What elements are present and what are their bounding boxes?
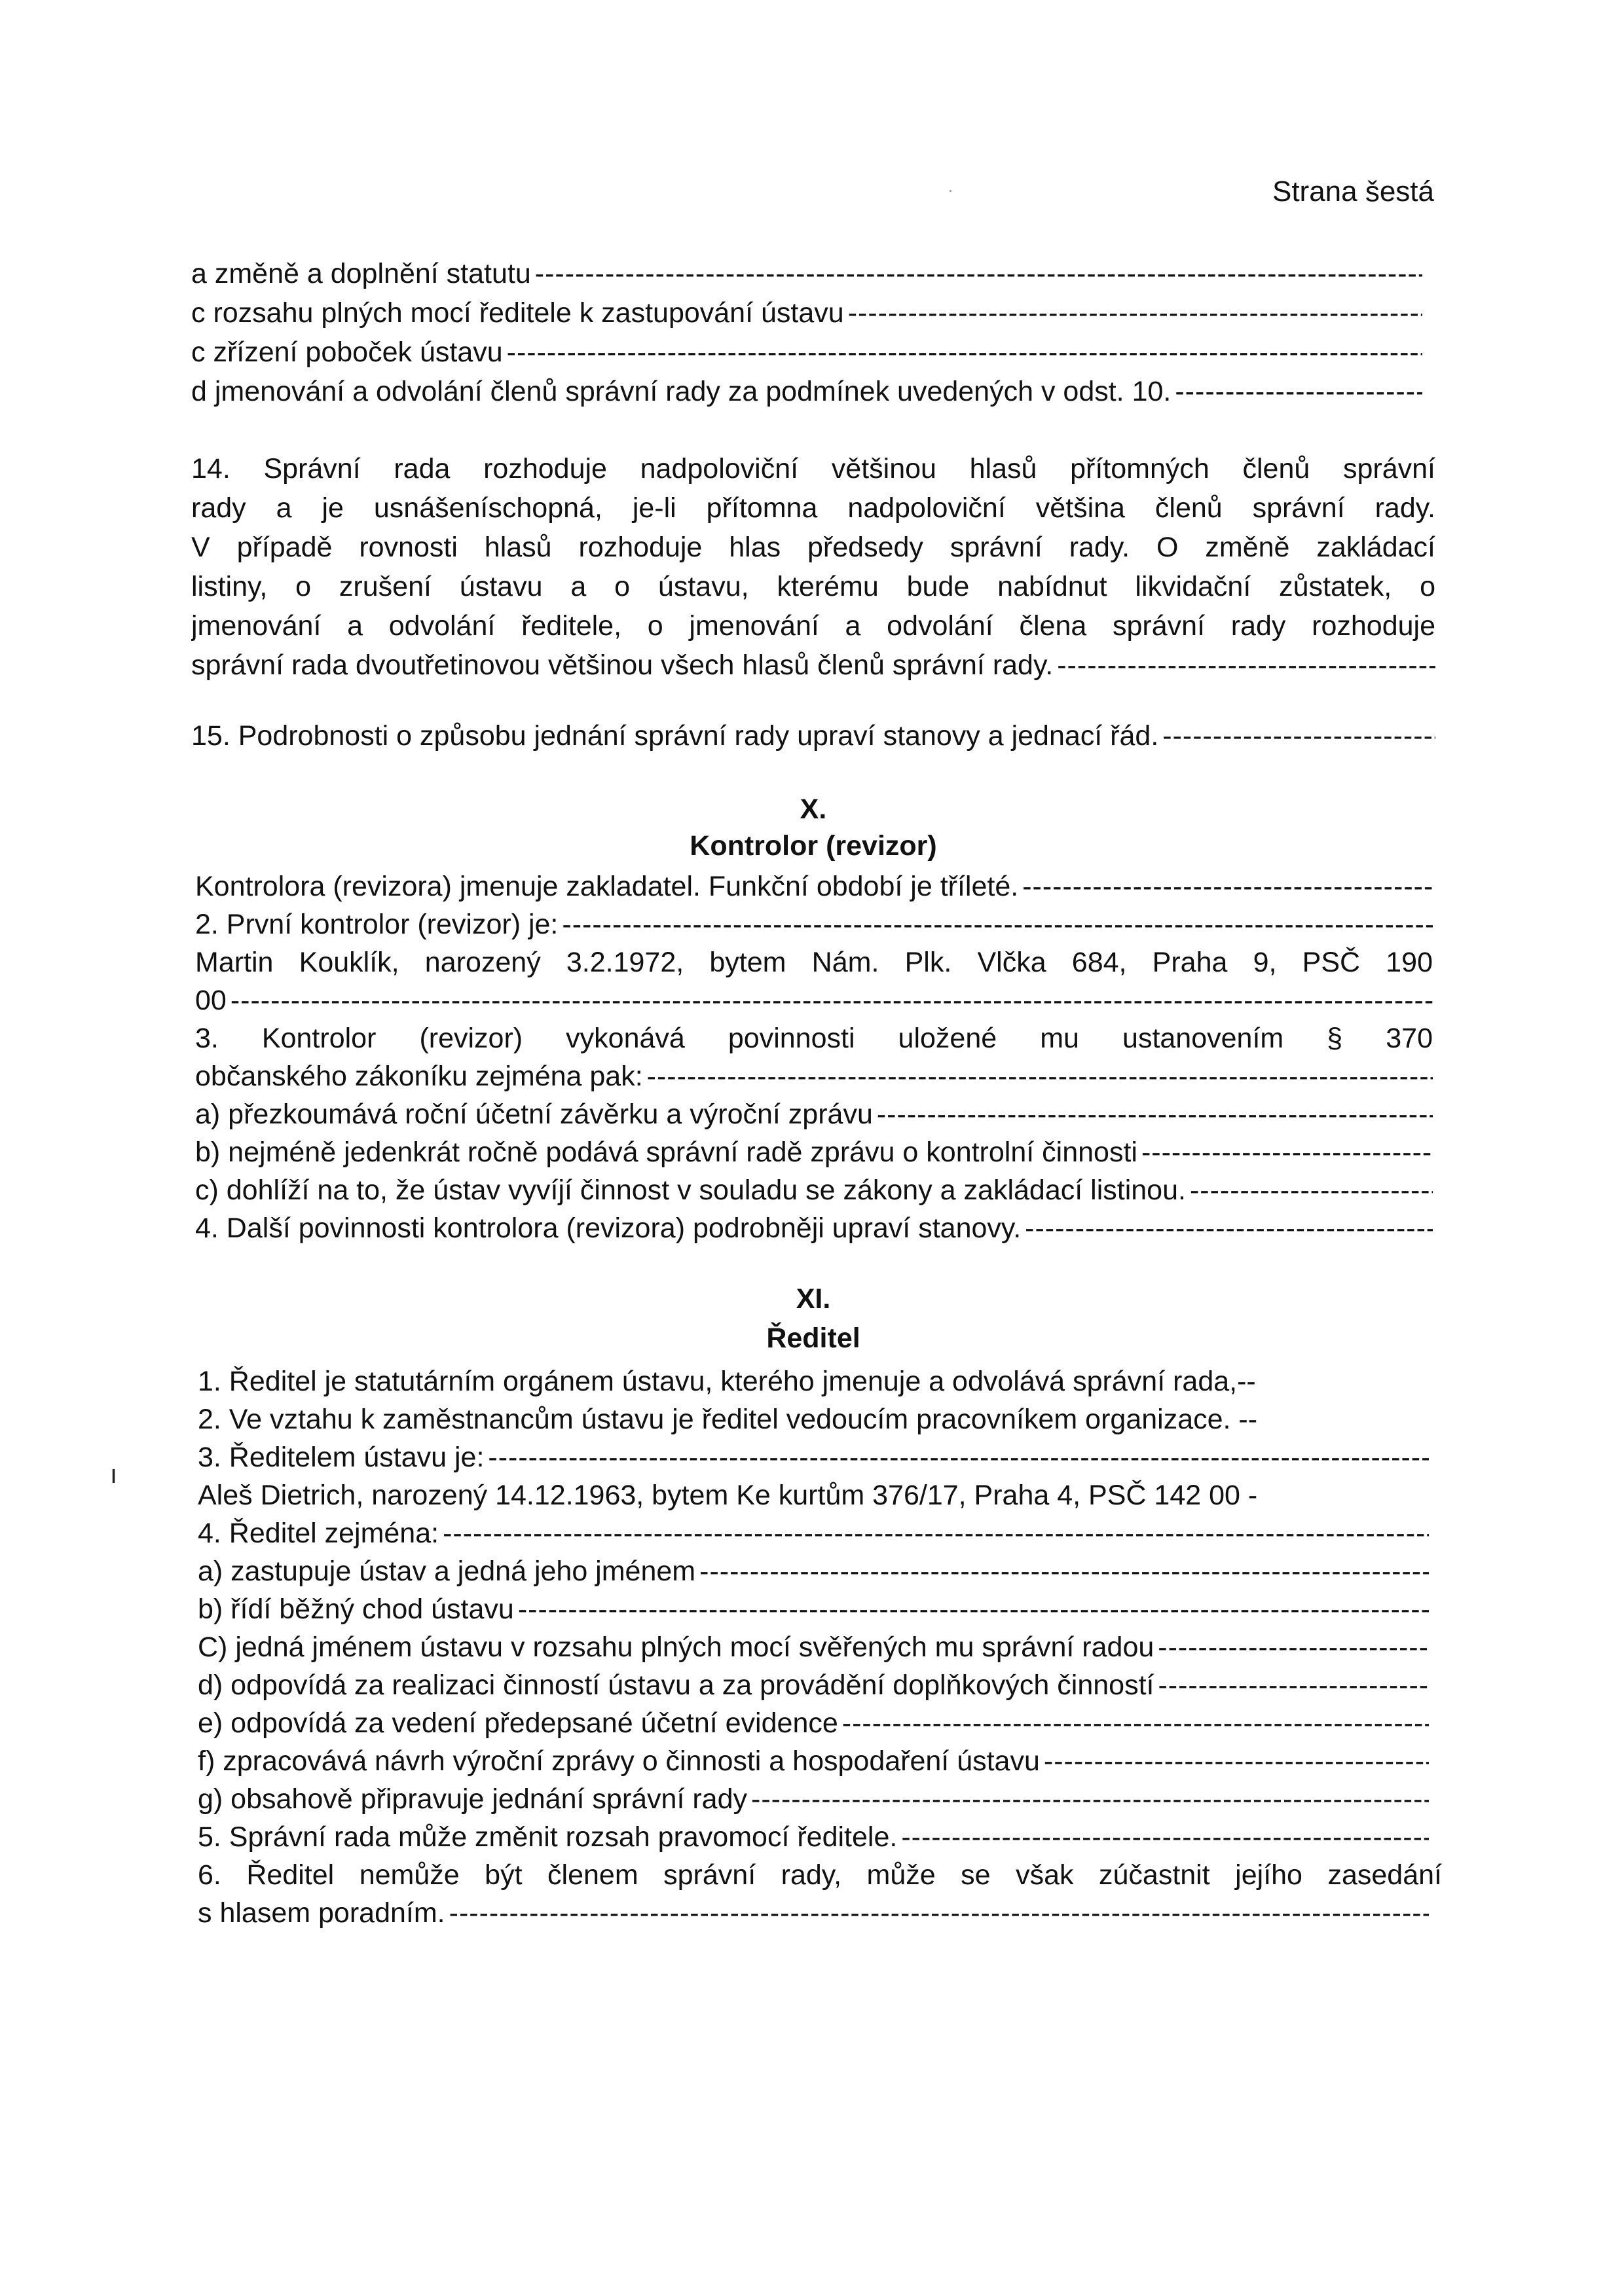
para14-line-1: 14. Správní rada rozhoduje nadpoloviční většinou hlasů přítomných členů správní [191, 453, 1435, 484]
section-xi-line-14: 6. Ředitel nemůže být členem správní rady, může se však zúčastnit jejího zasedání [198, 1859, 1442, 1891]
para14-line-3: V případě rovnosti hlasů rozhoduje hlas předsedy správní rady. O změně zakládací [191, 532, 1435, 563]
section-xi-line-10: e) odpovídá za vedení předepsané účetní evidence ----- [198, 1706, 1429, 1740]
section-x-line-6: občanského zákoníku zejména pak: ----- [195, 1059, 1433, 1093]
section-x-line-8: b) nejméně jedenkrát ročně podává správní radě zprávu o kontrolní činnosti ----- [195, 1135, 1433, 1169]
list-item-a: a změně a doplnění statutu ----- [191, 257, 1422, 291]
section-xi-line-12: g) obsahově připravuje jednání správní rady ----- [198, 1782, 1429, 1816]
section-x-title: Kontrolor (revizor) [690, 830, 937, 862]
section-xi-line-15: s hlasem poradním. ----- [198, 1896, 1429, 1930]
section-xi-line-9: d) odpovídá za realizaci činností ústavu a za provádění doplňkových činností ----- [198, 1668, 1429, 1702]
section-xi-line-5: 4. Ředitel zejména: ----- [198, 1516, 1429, 1550]
list-item-d: d jmenování a odvolání členů správní rady za podmínek uvedených v odst. 10. ----- [191, 374, 1422, 409]
page-header: Strana šestá [1272, 175, 1434, 208]
section-x-line-4: 00 ----- [195, 983, 1433, 1017]
section-x-line-5: 3. Kontrolor (revizor) vykonává povinnosti uložené mu ustanovením § 370 [195, 1023, 1433, 1054]
section-xi-number: XI. [796, 1283, 831, 1315]
section-x-line-2: 2. První kontrolor (revizor) je: ----- [195, 907, 1433, 941]
list-item-c: c zřízení poboček ústavu ----- [191, 335, 1422, 369]
section-xi-line-4: Aleš Dietrich, narozený 14.12.1963, bytem Ke kurtům 376/17, Praha 4, PSČ 142 00 - [198, 1480, 1258, 1511]
section-xi-line-1: 1. Ředitel je statutárním orgánem ústavu, kterého jmenuje a odvolává správní rada,-- [198, 1366, 1256, 1397]
section-xi-line-2: 2. Ve vztahu k zaměstnancům ústavu je ředitel vedoucím pracovníkem organizace. -- [198, 1404, 1258, 1435]
section-xi-line-3: 3. Ředitelem ústavu je: ----- [198, 1440, 1429, 1474]
section-x-line-1: Kontrolora (revizora) jmenuje zakladatel. Funkční období je tříleté. ----- [195, 869, 1433, 903]
para14-line-2: rady a je usnášeníschopná, je-li přítomna nadpoloviční většina členů správní rady. [191, 492, 1435, 524]
section-x-line-10: 4. Další povinnosti kontrolora (revizora) podrobněji upraví stanovy. ----- [195, 1211, 1433, 1245]
section-xi-line-7: b) řídí běžný chod ústavu ----- [198, 1592, 1429, 1626]
section-x-line-9: c) dohlíží na to, že ústav vyvíjí činnost v souladu se zákony a zakládací listinou. ----- [195, 1173, 1433, 1207]
scan-speck [950, 190, 951, 192]
section-xi-line-13: 5. Správní rada může změnit rozsah pravomocí ředitele. ----- [198, 1820, 1429, 1854]
section-xi-line-6: a) zastupuje ústav a jedná jeho jménem ----- [198, 1554, 1429, 1588]
section-xi-line-8: C) jedná jménem ústavu v rozsahu plných mocí svěřených mu správní radou ----- [198, 1630, 1429, 1664]
section-xi-line-11: f) zpracovává návrh výroční zprávy o činnosti a hospodaření ústavu ----- [198, 1744, 1429, 1778]
section-x-number: X. [800, 793, 827, 825]
margin-tick-mark: ı [110, 1460, 118, 1489]
section-xi-title: Ředitel [766, 1322, 860, 1354]
section-x-line-3: Martin Kouklík, narozený 3.2.1972, bytem Nám. Plk. Vlčka 684, Praha 9, PSČ 190 [195, 947, 1433, 978]
para15: 15. Podrobnosti o způsobu jednání správní rady upraví stanovy a jednací řád. ----- [191, 719, 1435, 753]
section-x-line-7: a) přezkoumává roční účetní závěrku a výroční zprávu ----- [195, 1097, 1433, 1131]
para14-line-6: správní rada dvoutřetinovou většinou všech hlasů členů správní rady. ----- [191, 648, 1435, 682]
list-item-b: c rozsahu plných mocí ředitele k zastupování ústavu ----- [191, 296, 1422, 330]
para14-line-5: jmenování a odvolání ředitele, o jmenování a odvolání člena správní rady rozhoduje [191, 610, 1435, 642]
para14-line-4: listiny, o zrušení ústavu a o ústavu, kterému bude nabídnut likvidační zůstatek, o [191, 571, 1435, 602]
